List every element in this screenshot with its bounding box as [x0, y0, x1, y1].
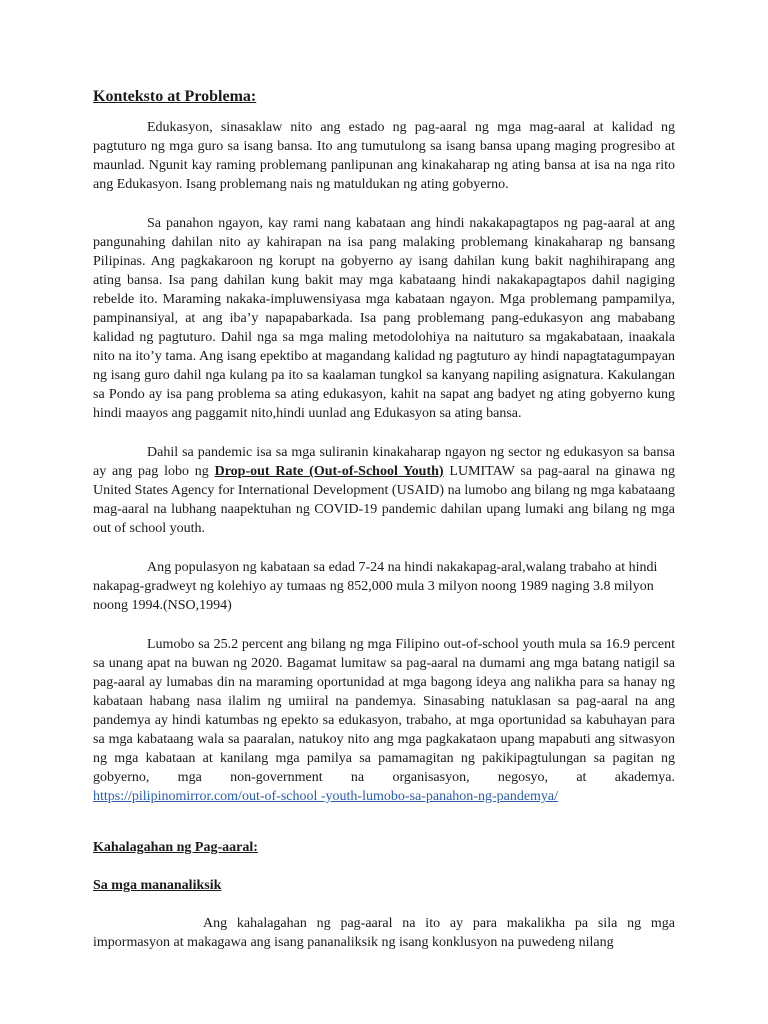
- paragraph-3: [93, 443, 675, 538]
- subsection-heading-mananaliksik: Sa mga mananaliksik: [93, 878, 222, 893]
- section-heading-kahalagahan: Kahalagahan ng Pag-aaral:: [93, 840, 258, 855]
- paragraph-5: [93, 635, 675, 806]
- paragraph-1: Edukasyon, sinasaklaw nito ang estado ng pag-aaral ng mga mag-aaral at kalidad ng pagtuturo ng mga guro sa isang bansa. Ito ang tumutulong sa isang bansa upang maging progresibo at maunlad. Ngunit kay raming problemang panlipunan ang kinakaharap ng ating bansa at isa na nga rito ang Edukasyon. Isang problemang nais ng matuldukan ng ating gobyerno.: [93, 120, 675, 192]
- paragraph-5-text: Lumobo sa 25.2 percent ang bilang ng mga Filipino out-of-school youth mula sa 16.9 percent sa unang apat na buwan ng 2020. Bagamat lumitaw sa pag-aaral na dumami ang mga batang natigil sa pag-aaral ay lumabas din na maraming oportunidad at mga bagong ideya ang nalikha para sa hanay ng kabataan habang nasa ilalim ng umiiral na pandemya. Sinasabing natuklasan sa pag-aaral na ang pandemya ay hindi katumbas ng epekto sa edukasyon, trabaho, at mga oportunidad sa kabuhayan para sa mga kabataang wala sa paaralan, natukoy nito ang mga pagkakataon upang mapabuti ang sitwasyon ng mga kabataan at kanilang mga pamilya sa pamamagitan ng pakikipagtulungan sa pagitan ng gobyerno, mga non-government na organisasyon, negosyo, at akademya.: [93, 637, 675, 785]
- paragraph-3-lead: Dahil sa pandemic isa sa mga suliranin kinakaharap ngayon ng sector ng edukasyon sa bansa ay ang pag lobo ng: [93, 445, 675, 479]
- paragraph-4: Ang populasyon ng kabataan sa edad 7-24 na hindi nakakapag-aral,walang trabaho at hindi nakapag-gradweyt ng kolehiyo ay tumaas ng 852,000 mula 3 milyon noong 1989 naging 3.8 milyon noong 1994.(NSO,1994): [93, 560, 658, 613]
- paragraph-6: Ang kahalagahan ng pag-aaral na ito ay para makalikha pa sila ng mga impormasyon at makagawa ang isang pananaliksik ng isang konklusyon na puwedeng nilang: [93, 916, 675, 950]
- paragraph-3-rest: LUMITAW sa pag-aaral na ginawa ng United States Agency for International Development (USAID) na lumobo ang bilang ng mga kabataang mag-aaral na lubhang naapektuhan ng COVID-19 pandemic dahilan upang lumaki ang bilang ng mga out of school youth.: [93, 464, 675, 536]
- paragraph-2: Sa panahon ngayon, kay rami nang kabataan ang hindi nakakapagtapos ng pag-aaral at ang pangunahing dahilan nito ay kahirapan na isa pang malaking problemang kinakaharap ng bansang Pilipinas. Ang pagkakaroon ng korupt na gobyerno ay isang dahilan kung bakit naghihirapang ang ating bansa. Isa pang dahilan kung bakit may mga kabataang hindi nakakapagtapos dahil nagiging rebelde ito. Maraming nakaka-impluwensiyasa mga kabataan ngayon. Mga problemang pampamilya, pampinansiyal, at ang iba’y napapabarkada. Isa pang problemang pang-edukasyon ang mababang kalidad ng pagtuturo. Dahil nga sa mga maling metodolohiya na naituturo sa mgakabataan, inaakala nito na ito’y tama. Ang isang epektibo at magandang kalidad ng pagtuturo ay hindi napagtatagumpayan ng isang guro dahil nga kulang pa ito sa kaalaman tungkol sa kanyang napiling asignatura. Kakulangan sa Pondo ay isa pang problema sa ating edukasyon, kahit na sapat ang badyet ng ating gobyerno kung hindi maayos ang paggamit nito,hindi uunlad ang Edukasyon sa ating bansa.: [93, 216, 675, 421]
- source-link[interactable]: https://pilipinomirror.com/out-of-school -youth-lumobo-sa-panahon-ng-pandemya/: [93, 789, 559, 804]
- section-heading-konteksto: Konteksto at Problema:: [93, 88, 257, 105]
- document-page: [93, 86, 675, 972]
- dropout-rate-emphasis: Drop-out Rate (Out-of-School Youth): [214, 464, 444, 479]
